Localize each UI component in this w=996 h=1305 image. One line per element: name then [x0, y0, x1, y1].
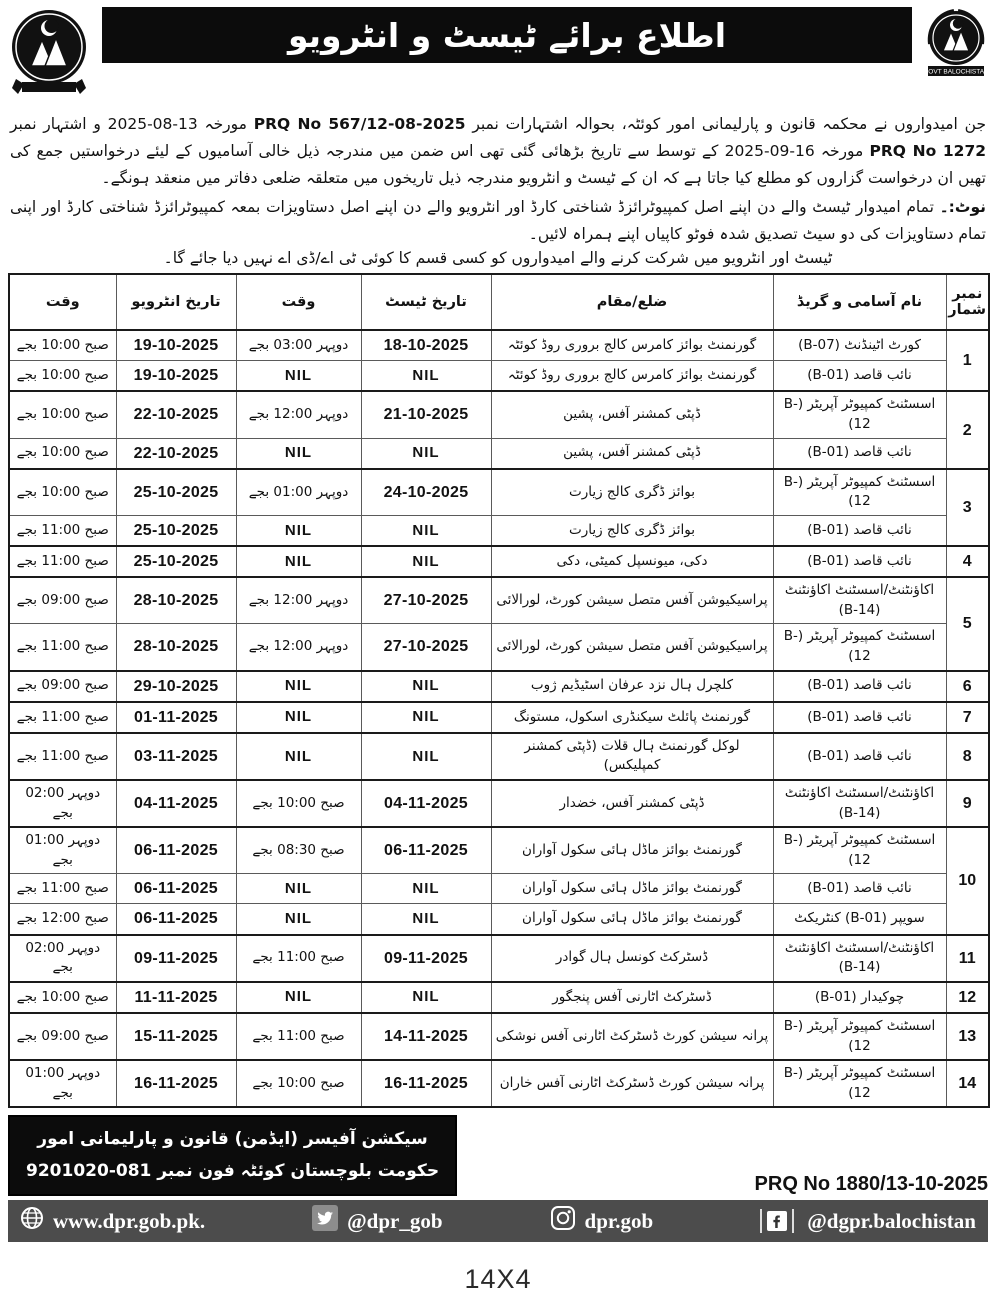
test-time-cell: دوپہر 03:00 بجے — [236, 330, 361, 361]
post-cell: اسسٹنٹ کمپیوٹر آپریٹر (B-12) — [773, 391, 946, 438]
test-date-cell: 06-11-2025 — [361, 827, 491, 874]
balochistan-emblem-left-icon — [8, 4, 90, 106]
interview-date-cell: 15-11-2025 — [116, 1013, 236, 1060]
ad-size-caption: 14X4 — [464, 1264, 532, 1295]
facebook-handle: @dgpr.balochistan — [807, 1208, 976, 1233]
twitter-icon — [312, 1205, 338, 1237]
serial-number-cell: 1 — [946, 330, 989, 391]
notice-title-banner — [102, 7, 912, 63]
serial-number-cell: 8 — [946, 733, 989, 780]
header-serial-number: نمبر شمار — [946, 274, 989, 330]
interview-time-cell: دوپہر 01:00 بجے — [9, 1060, 116, 1107]
test-time-cell: صبح 08:30 بجے — [236, 827, 361, 874]
advert-ref-2: PRQ No 1272 — [869, 142, 987, 161]
post-cell: چوکیدار (B-01) — [773, 982, 946, 1013]
test-time-cell: دوپہر 01:00 بجے — [236, 469, 361, 516]
test-time-cell: NIL — [236, 438, 361, 469]
header-district-location: ضلع/مقام — [491, 274, 773, 330]
table-row — [9, 330, 989, 361]
interview-date-cell: 06-11-2025 — [116, 827, 236, 874]
location-cell: ڈپٹی کمشنر آفس، خضدار — [491, 780, 773, 827]
location-cell: گورنمنٹ بوائز ماڈل ہائی سکول آواران — [491, 874, 773, 904]
post-cell: اسسٹنٹ کمپیوٹر آپریٹر (B-12) — [773, 1013, 946, 1060]
website-link[interactable] — [20, 1206, 205, 1236]
interview-date-cell: 16-11-2025 — [116, 1060, 236, 1107]
instagram-handle: dpr.gob — [584, 1208, 654, 1233]
table-row — [9, 904, 989, 935]
test-date-cell: NIL — [361, 904, 491, 935]
test-date-cell: 14-11-2025 — [361, 1013, 491, 1060]
interview-date-cell: 25-10-2025 — [116, 546, 236, 577]
table-row — [9, 391, 989, 438]
interview-time-cell: دوپہر 02:00 بجے — [9, 780, 116, 827]
serial-number-cell: 4 — [946, 546, 989, 577]
interview-time-cell: صبح 11:00 بجے — [9, 546, 116, 577]
test-date-cell: 24-10-2025 — [361, 469, 491, 516]
interview-date-cell: 03-11-2025 — [116, 733, 236, 780]
post-cell: نائب قاصد (B-01) — [773, 515, 946, 546]
test-date-cell: NIL — [361, 515, 491, 546]
interview-time-cell: صبح 11:00 بجے — [9, 624, 116, 671]
test-date-cell: NIL — [361, 438, 491, 469]
location-cell: دکی، میونسپل کمیٹی، دکی — [491, 546, 773, 577]
test-time-cell: NIL — [236, 982, 361, 1013]
test-date-cell: 16-11-2025 — [361, 1060, 491, 1107]
test-time-cell: NIL — [236, 671, 361, 702]
table-row — [9, 515, 989, 546]
post-cell: سویپر (B-01) کنٹریکٹ — [773, 904, 946, 935]
header-test-time: وقت — [236, 274, 361, 330]
test-time-cell: NIL — [236, 515, 361, 546]
location-cell: گورنمنٹ بوائز کامرس کالج بروری روڈ کوئٹہ — [491, 361, 773, 392]
interview-time-cell: دوپہر 01:00 بجے — [9, 827, 116, 874]
post-cell: نائب قاصد (B-01) — [773, 733, 946, 780]
table-row — [9, 982, 989, 1013]
interview-time-cell: صبح 11:00 بجے — [9, 702, 116, 733]
table-header-row — [9, 274, 989, 330]
table-row — [9, 827, 989, 874]
interview-date-cell: 25-10-2025 — [116, 515, 236, 546]
location-cell: پراسیکیوشن آفس متصل سیشن کورٹ، لورالائی — [491, 577, 773, 624]
prq-number: PRQ No 1880/13-10-2025 — [754, 1173, 988, 1196]
table-row — [9, 1060, 989, 1107]
test-date-cell: NIL — [361, 982, 491, 1013]
instagram-link[interactable] — [550, 1205, 654, 1237]
test-time-cell: NIL — [236, 904, 361, 935]
test-date-cell: NIL — [361, 361, 491, 392]
test-date-cell: 18-10-2025 — [361, 330, 491, 361]
table-row — [9, 935, 989, 982]
table-row — [9, 780, 989, 827]
note-label: نوٹ:۔ — [939, 198, 986, 217]
footer — [8, 1115, 988, 1196]
table-row — [9, 733, 989, 780]
location-cell: ڈسٹرکٹ کونسل ہال گوادر — [491, 935, 773, 982]
table-row — [9, 702, 989, 733]
location-cell: پرانہ سیشن کورٹ ڈسٹرکٹ اٹارنی آفس نوشکی — [491, 1013, 773, 1060]
test-time-cell: دوپہر 12:00 بجے — [236, 624, 361, 671]
serial-number-cell: 13 — [946, 1013, 989, 1060]
location-cell: گورنمنٹ بوائز ماڈل ہائی سکول آواران — [491, 827, 773, 874]
post-cell: کورٹ اٹینڈنٹ (B-07) — [773, 330, 946, 361]
interview-date-cell: 19-10-2025 — [116, 361, 236, 392]
interview-date-cell: 28-10-2025 — [116, 577, 236, 624]
serial-number-cell: 9 — [946, 780, 989, 827]
test-time-cell: صبح 11:00 بجے — [236, 1013, 361, 1060]
location-cell: پراسیکیوشن آفس متصل سیشن کورٹ، لورالائی — [491, 624, 773, 671]
post-cell: اسسٹنٹ کمپیوٹر آپریٹر (B-12) — [773, 1060, 946, 1107]
signature-box — [8, 1115, 457, 1196]
tada-line: ٹیسٹ اور انٹرویو میں شرکت کرنے والے امیدواروں کو کسی قسم کا کوئی ٹی اے/ڈی اے نہیں دیا جائے گا۔ — [163, 249, 833, 268]
note-paragraph — [10, 194, 986, 247]
serial-number-cell: 11 — [946, 935, 989, 982]
header-post-grade: نام آسامی و گریڈ — [773, 274, 946, 330]
interview-time-cell: صبح 10:00 بجے — [9, 391, 116, 438]
test-time-cell: NIL — [236, 733, 361, 780]
interview-time-cell: صبح 10:00 بجے — [9, 982, 116, 1013]
serial-number-cell: 6 — [946, 671, 989, 702]
test-time-cell: صبح 10:00 بجے — [236, 1060, 361, 1107]
test-time-cell: NIL — [236, 361, 361, 392]
table-row — [9, 577, 989, 624]
test-date-cell: NIL — [361, 874, 491, 904]
post-cell: نائب قاصد (B-01) — [773, 546, 946, 577]
signature-line-2: حکومت بلوچستان کوئٹہ فون نمبر 081-9201020 — [26, 1160, 440, 1181]
post-cell: نائب قاصد (B-01) — [773, 361, 946, 392]
post-cell: نائب قاصد (B-01) — [773, 671, 946, 702]
globe-icon — [20, 1206, 44, 1236]
test-date-cell: 21-10-2025 — [361, 391, 491, 438]
location-cell: ڈپٹی کمشنر آفس، پشین — [491, 438, 773, 469]
advert-ref-1: PRQ No 567/12-08-2025 — [253, 115, 466, 133]
serial-number-cell: 3 — [946, 469, 989, 546]
serial-number-cell: 10 — [946, 827, 989, 935]
signature-line-1: سیکشن آفیسر (ایڈمن) قانون و پارلیمانی امور — [37, 1129, 428, 1150]
serial-number-cell: 2 — [946, 391, 989, 468]
location-cell: بوائز ڈگری کالج زیارت — [491, 469, 773, 516]
interview-time-cell: صبح 11:00 بجے — [9, 733, 116, 780]
post-cell: نائب قاصد (B-01) — [773, 702, 946, 733]
test-time-cell: NIL — [236, 874, 361, 904]
masthead — [8, 4, 988, 106]
interview-time-cell: دوپہر 02:00 بجے — [9, 935, 116, 982]
interview-date-cell: 04-11-2025 — [116, 780, 236, 827]
table-row — [9, 1013, 989, 1060]
interview-time-cell: صبح 10:00 بجے — [9, 469, 116, 516]
test-time-cell: NIL — [236, 546, 361, 577]
interview-time-cell: صبح 10:00 بجے — [9, 361, 116, 392]
serial-number-cell: 5 — [946, 577, 989, 670]
facebook-icon — [760, 1209, 794, 1233]
intro-paragraph — [10, 111, 986, 192]
location-cell: ڈسٹرکٹ اٹارنی آفس پنجگور — [491, 982, 773, 1013]
test-date-cell: NIL — [361, 671, 491, 702]
test-time-cell: NIL — [236, 702, 361, 733]
test-date-cell: NIL — [361, 733, 491, 780]
location-cell: کلچرل ہال نزد عرفان اسٹیڈیم ژوب — [491, 671, 773, 702]
interview-time-cell: صبح 09:00 بجے — [9, 1013, 116, 1060]
instagram-icon — [550, 1205, 576, 1237]
interview-time-cell: صبح 10:00 بجے — [9, 438, 116, 469]
interview-date-cell: 01-11-2025 — [116, 702, 236, 733]
location-cell: گورنمنٹ بوائز کامرس کالج بروری روڈ کوئٹہ — [491, 330, 773, 361]
table-row — [9, 546, 989, 577]
note-text: تمام امیدوار ٹیسٹ والے دن اپنے اصل کمپیوٹرائزڈ شناختی کارڈ اور انٹرویو والے دن اپنے اصل دستاویزات بمعہ کمپیوٹرائزڈ شناختی کارڈ اور اپنی تمام دستاویزات کی دو سیٹ تصدیق شدہ فوٹو کاپیاں اپنے ہمراہ لائیں۔ — [10, 198, 986, 243]
interview-time-cell: صبح 11:00 بجے — [9, 874, 116, 904]
test-date-cell: 09-11-2025 — [361, 935, 491, 982]
header-interview-time: وقت — [9, 274, 116, 330]
svg-text:GOVT BALOCHISTAN: GOVT BALOCHISTAN — [924, 68, 988, 76]
table-row — [9, 874, 989, 904]
test-time-cell: صبح 10:00 بجے — [236, 780, 361, 827]
location-cell: پرانہ سیشن کورٹ ڈسٹرکٹ اٹارنی آفس خاران — [491, 1060, 773, 1107]
table-row — [9, 438, 989, 469]
test-date-cell: NIL — [361, 702, 491, 733]
interview-date-cell: 22-10-2025 — [116, 391, 236, 438]
page-title: اطلاع برائے ٹیسٹ و انٹرویو — [287, 15, 727, 55]
test-date-cell: NIL — [361, 546, 491, 577]
interview-time-cell: صبح 09:00 بجے — [9, 577, 116, 624]
post-cell: نائب قاصد (B-01) — [773, 438, 946, 469]
interview-date-cell: 22-10-2025 — [116, 438, 236, 469]
location-cell: گورنمنٹ پائلٹ سیکنڈری اسکول، مستونگ — [491, 702, 773, 733]
table-row — [9, 624, 989, 671]
twitter-link[interactable] — [312, 1205, 442, 1237]
test-date-cell: 27-10-2025 — [361, 577, 491, 624]
balochistan-emblem-right-icon — [924, 4, 988, 98]
post-cell: اکاؤنٹنٹ/اسسٹنٹ اکاؤنٹنٹ (B-14) — [773, 935, 946, 982]
website-label: www.dpr.gob.pk. — [53, 1208, 206, 1233]
post-cell: اسسٹنٹ کمپیوٹر آپریٹر (B-12) — [773, 624, 946, 671]
intro-text-1: جن امیدواروں نے محکمہ قانون و پارلیمانی امور کوئٹہ، بحوالہ اشتہارات نمبر — [472, 115, 987, 133]
post-cell: اسسٹنٹ کمپیوٹر آپریٹر (B-12) — [773, 469, 946, 516]
post-cell: اکاؤنٹنٹ/اسسٹنٹ اکاؤنٹنٹ (B-14) — [773, 577, 946, 624]
schedule-table — [8, 273, 990, 1108]
test-time-cell: دوپہر 12:00 بجے — [236, 391, 361, 438]
facebook-link[interactable] — [760, 1209, 976, 1234]
interview-time-cell: صبح 09:00 بجے — [9, 671, 116, 702]
post-cell: نائب قاصد (B-01) — [773, 874, 946, 904]
interview-time-cell: صبح 12:00 بجے — [9, 904, 116, 935]
location-cell: گورنمنٹ بوائز ماڈل ہائی سکول آواران — [491, 904, 773, 935]
test-time-cell: صبح 11:00 بجے — [236, 935, 361, 982]
header-test-date: تاریخ ٹیسٹ — [361, 274, 491, 330]
header-interview-date: تاریخ انٹرویو — [116, 274, 236, 330]
serial-number-cell: 7 — [946, 702, 989, 733]
location-cell: لوکل گورنمنٹ ہال قلات (ڈپٹی کمشنر کمپلیکس) — [491, 733, 773, 780]
social-bar — [8, 1200, 988, 1242]
post-cell: اکاؤنٹنٹ/اسسٹنٹ اکاؤنٹنٹ (B-14) — [773, 780, 946, 827]
interview-time-cell: صبح 10:00 بجے — [9, 330, 116, 361]
interview-time-cell: صبح 11:00 بجے — [9, 515, 116, 546]
test-date-cell: 04-11-2025 — [361, 780, 491, 827]
location-cell: بوائز ڈگری کالج زیارت — [491, 515, 773, 546]
twitter-handle: @dpr_gob — [347, 1208, 443, 1233]
interview-date-cell: 06-11-2025 — [116, 874, 236, 904]
location-cell: ڈپٹی کمشنر آفس، پشین — [491, 391, 773, 438]
test-time-cell: دوپہر 12:00 بجے — [236, 577, 361, 624]
post-cell: اسسٹنٹ کمپیوٹر آپریٹر (B-12) — [773, 827, 946, 874]
interview-date-cell: 28-10-2025 — [116, 624, 236, 671]
interview-date-cell: 19-10-2025 — [116, 330, 236, 361]
interview-date-cell: 06-11-2025 — [116, 904, 236, 935]
table-row — [9, 361, 989, 392]
interview-date-cell: 09-11-2025 — [116, 935, 236, 982]
serial-number-cell: 14 — [946, 1060, 989, 1107]
test-date-cell: 27-10-2025 — [361, 624, 491, 671]
table-row — [9, 671, 989, 702]
schedule-table-body — [9, 330, 989, 1107]
interview-date-cell: 29-10-2025 — [116, 671, 236, 702]
interview-date-cell: 25-10-2025 — [116, 469, 236, 516]
table-row — [9, 469, 989, 516]
intro-text-3: مورخہ 16-09-2025 کے توسط سے تاریخ بڑھائی گئی تھی اس ضمن میں مندرجہ ذیل خالی آسامیوں کے لیئے درخواستیں جمع کی تھیں ان درخواست گزاروں کو مطلع کیا جاتا ہے کہ ان کے ٹیسٹ و انٹرویو مندرجہ ذیل تاریخوں میں متعلقہ ضلعی دفاتر میں منعقد ہونگے۔ — [10, 142, 986, 188]
serial-number-cell: 12 — [946, 982, 989, 1013]
interview-date-cell: 11-11-2025 — [116, 982, 236, 1013]
intro-text-2: مورخہ 13-08-2025 و اشتہار نمبر — [10, 115, 247, 133]
